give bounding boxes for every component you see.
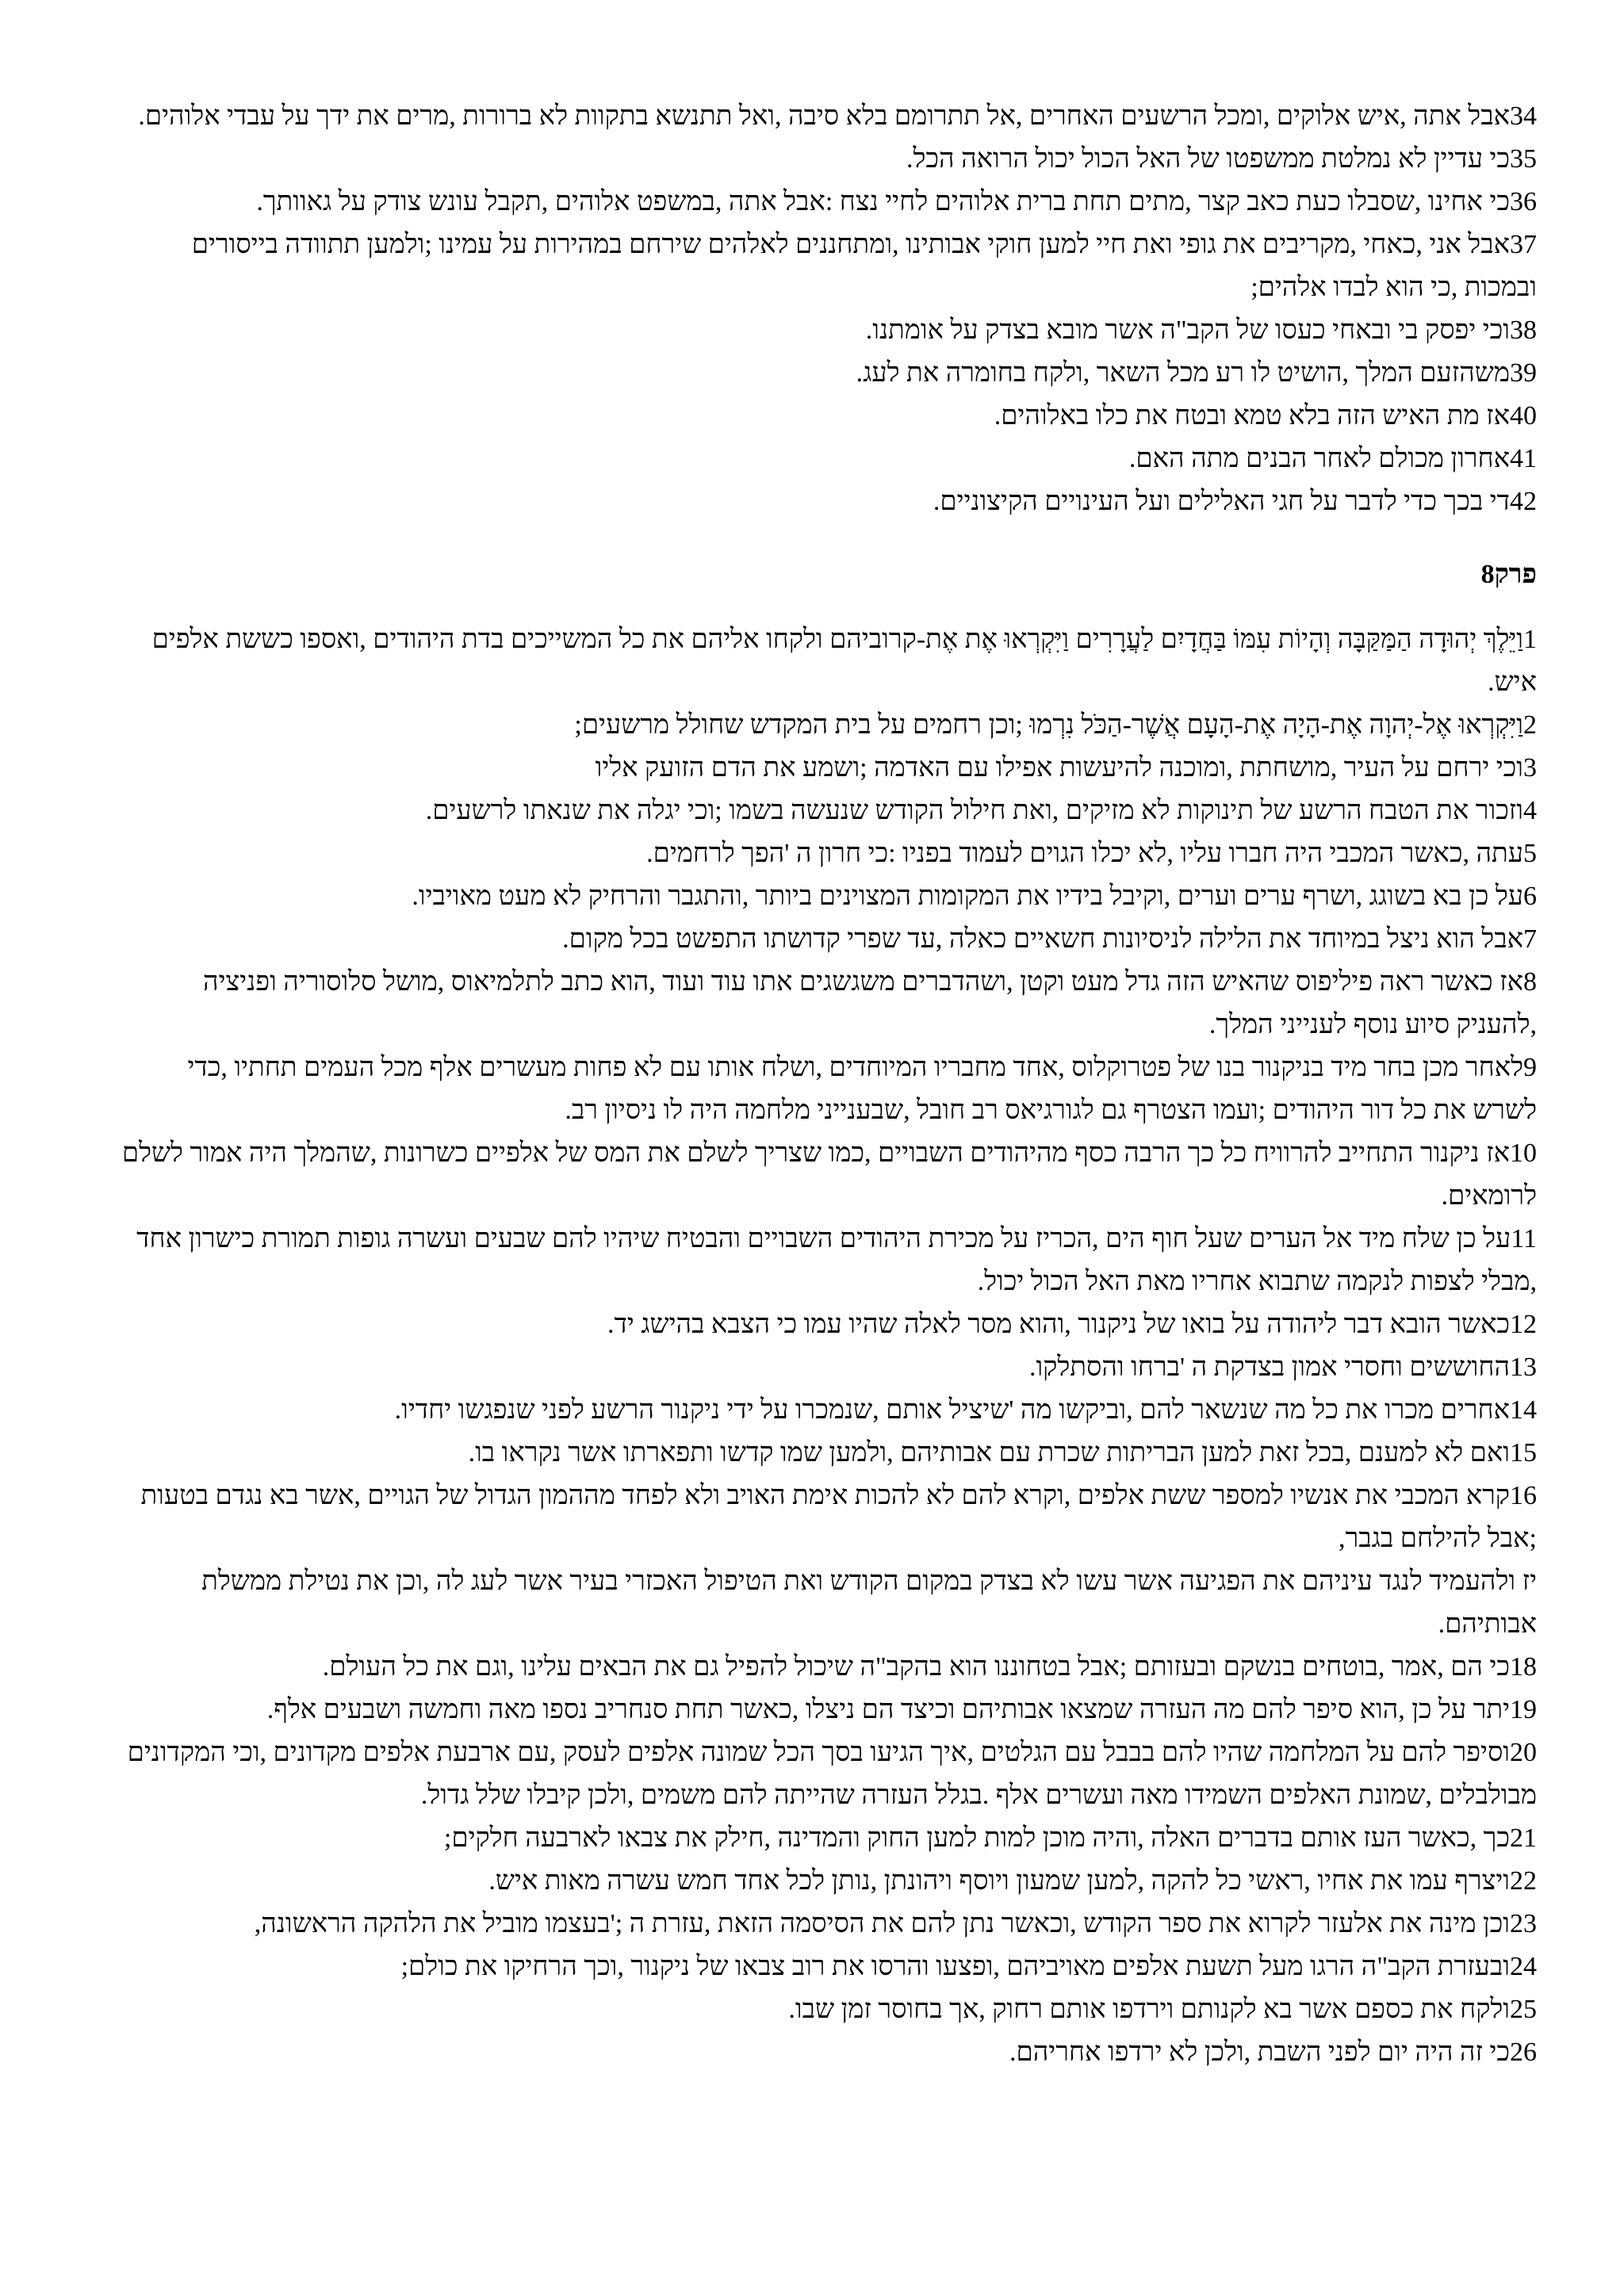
verse-number: 10 bbox=[1510, 1138, 1537, 1168]
verse bbox=[119, 1346, 1537, 1389]
verse bbox=[119, 1689, 1537, 1732]
verse bbox=[119, 1432, 1537, 1475]
verse bbox=[119, 704, 1537, 747]
verse bbox=[119, 1732, 1537, 1817]
verse-text: וכי יפסק בי ובאחי כעסו של הקב"ה אשר מובא בצדק על אומתנו. bbox=[865, 316, 1510, 345]
verse-text: כי אחינו ,שסבלו כעת כאב קצר ,מתים תחת ברית אלוהים לחיי נצח :אבל אתה ,במשפט אלוהים ,תקבל עונש צודק על גאוותך. bbox=[256, 187, 1510, 216]
verse-number: 26 bbox=[1510, 2038, 1537, 2067]
verse-text: וַיִּקְרְאוּ אֶל-יְהוָה אֶת-הָיָה אֶת-הָעָם אֲשֶׁר-הַכֹּל נִרְמוּ ;וכן רחמים על בית המקדש שחולל מרשעים; bbox=[574, 710, 1523, 740]
verses-chapter7-end bbox=[119, 95, 1537, 523]
verse-number: 3 bbox=[1523, 753, 1537, 783]
verse bbox=[119, 1132, 1537, 1218]
verse-number: 13 bbox=[1510, 1353, 1537, 1382]
verse-number: 22 bbox=[1510, 1866, 1537, 1896]
verse-text: עתה ,כאשר המכבי היה חברו עליו ,לא יכלו הגוים לעמוד בפניו :כי חרון ה 'הפך לרחמים. bbox=[646, 839, 1523, 868]
verse-number: 19 bbox=[1510, 1695, 1537, 1724]
verse bbox=[119, 480, 1537, 523]
verse-text: על כן בא בשוגג ,ושרף ערים וערים ,וקיבל בידיו את המקומות המצוינים ביותר ,והתגבר והרחיק לא מעט מאויביו. bbox=[412, 882, 1523, 911]
verse-text: ואם לא למענם ,בכל זאת למען הבריתות שכרת עם אבותיהם ,ולמען שמו קדשו ותפארתו אשר נקראו בו. bbox=[468, 1438, 1510, 1468]
verse-number: 39 bbox=[1510, 358, 1537, 388]
verse bbox=[119, 2031, 1537, 2074]
verse-number: 34 bbox=[1510, 101, 1537, 131]
verse-text: ולקח את כספם אשר בא לקנותם וירדפו אותם רחוק ,אך בחוסר זמן שבו. bbox=[788, 1995, 1510, 2024]
verse bbox=[119, 1946, 1537, 1988]
verse-number: 16 bbox=[1510, 1481, 1537, 1510]
verse-number: 14 bbox=[1510, 1395, 1537, 1425]
verse-text: וַיֵּלֶךְ יְהוּדָה הַמַּקַּבָּה וְהָיוֹת עִמּוֹ בַּחֲדָיִם לַעֲרָרִים וַיִּקְרְאוּ אֶת אֶת-קרוביהם ולקחו אליהם את כל המשייכים בדת היהודים ,ואספו כששת אלפים איש. bbox=[151, 625, 1537, 697]
verse bbox=[119, 1218, 1537, 1303]
verse-text: אחרים מכרו את כל מה שנשאר להם ,וביקשו מה 'שיציל אותם ,שנמכרו על ידי ניקנור הרשע לפני שנפגשו יחדיו. bbox=[394, 1395, 1510, 1425]
verse-number: 20 bbox=[1510, 1738, 1537, 1767]
verse-text: החוששים וחסרי אמון בצדקת ה 'ברחו והסתלקו. bbox=[1028, 1353, 1510, 1382]
verse-number: 42 bbox=[1510, 487, 1537, 516]
verses-chapter8 bbox=[119, 618, 1537, 2074]
verse-number: 9 bbox=[1523, 1053, 1537, 1082]
verse-text: יתר על כן ,הוא סיפר להם מה העזרה שמצאו אבותיהם וכיצד הם ניצלו ,כאשר תחת סנחריב נספו מאה וחמשה ושבעים אלף. bbox=[266, 1695, 1510, 1724]
verse-text: כי עדיין לא נמלטת ממשפטו של האל הכול יכול הרואה הכל. bbox=[906, 144, 1510, 174]
verse-number: 25 bbox=[1510, 1995, 1537, 2024]
verse-number: 8 bbox=[1523, 967, 1537, 997]
verse bbox=[119, 352, 1537, 395]
verse bbox=[119, 1860, 1537, 1903]
verse-number: 21 bbox=[1510, 1823, 1537, 1853]
verse-number: 11 bbox=[1511, 1224, 1537, 1253]
verse bbox=[119, 395, 1537, 438]
verse bbox=[119, 1646, 1537, 1689]
verse-text: אבל אני ,כאחי ,מקריבים את גופי ואת חיי למען חוקי אבותינו ,ומתחננים לאלהים שירחם במהירות על עמינו ;ולמען תתוודה בייסורים ובמכות ,כי הוא לבדו אלהים; bbox=[191, 230, 1537, 302]
verse-text: כך ,כאשר העז אותם בדברים האלה ,והיה מוכן למות למען החוק והמדינה ,חילק את צבאו לארבעה חלקים; bbox=[443, 1823, 1510, 1853]
verse-text: אבל אתה ,איש אלוקים ,ומכל הרשעים האחרים ,אל תתרומם בלא סיבה ,ואל תתנשא בתקוות לא ברורות ,מרים את ידך על עבדי אלוהים. bbox=[138, 101, 1510, 131]
verse-text: כי זה היה יום לפני השבת ,ולכן לא ירדפו אחריהם. bbox=[1009, 2038, 1510, 2067]
verse bbox=[119, 747, 1537, 790]
verse-number: 36 bbox=[1510, 187, 1537, 216]
verse-text: וסיפר להם על המלחמה שהיו להם בבבל עם הגלטים ,איך הגיעו בסך הכל שמונה אלפים לעסק ,עם ארבעת אלפים מקדונים ,וכי המקדונים מבולבלים ,שמונת האלפים השמידו מאה ועשרים אלף .בגלל העזרה שהייתה להם משמים ,ולכן קיבלו שלל גדול. bbox=[127, 1738, 1537, 1810]
verse-number: 35 bbox=[1510, 144, 1537, 174]
verse-text: יז ולהעמיד לנגד עיניהם את הפגיעה אשר עשו לא בצדק במקום הקודש ואת הטיפול האכזרי בעיר אשר לעג לה ,וכן את נטילת ממשלת אבותיהם. bbox=[201, 1567, 1537, 1639]
verse bbox=[119, 138, 1537, 181]
chapter-title: פרק8 bbox=[1480, 560, 1537, 589]
verse bbox=[119, 95, 1537, 138]
verse bbox=[119, 790, 1537, 832]
verse bbox=[119, 309, 1537, 352]
verse-number: 40 bbox=[1510, 401, 1537, 430]
verse-number: 6 bbox=[1523, 882, 1537, 911]
verse bbox=[119, 1389, 1537, 1432]
verse bbox=[119, 832, 1537, 875]
verse-text: וכי ירחם על העיר ,מושחתת ,ומוכנה להיעשות אפילו עם האדמה ;ושמע את הדם הזועק אליו bbox=[595, 753, 1523, 783]
verse-text: וזכור את הטבח הרשע של תינוקות לא מזיקים ,ואת חילול הקודש שנעשה בשמו ;וכי יגלה את שנאתו לרשעים. bbox=[425, 796, 1523, 825]
verse-number: 2 bbox=[1523, 710, 1537, 740]
verse-text: לאחר מכן בחר מיד בניקנור בנו של פטרוקלוס ,אחד מחבריו המיוחדים ,ושלח אותו עם לא פחות מעשרים אלף מכל העמים תחתיו ,כדי לשרש את כל דור היהודים ;ועמו הצטרף גם לגורגיאס רב חובל ,שבענייני מלחמה היה לו ניסיון רב. bbox=[187, 1053, 1537, 1125]
verse-text: וכן מינה את אלעזר לקרוא את ספר הקודש ,וכאשר נתן להם את הסיסמה הזאת ,עזרת ה ;'בעצמו מוביל את הלהקה הראשונה, bbox=[254, 1909, 1510, 1938]
verse-text: על כן שלח מיד אל הערים שעל חוף הים ,הכריז על מכירת היהודים השבויים והבטיח שיהיו להם שבעים ועשרה גופות תמורת כישרון אחד ,מבלי לצפות לנקמה שתבוא אחריו מאת האל הכול יכול. bbox=[136, 1224, 1537, 1296]
verse bbox=[119, 875, 1537, 918]
verse bbox=[119, 1303, 1537, 1346]
verse-text: משהזעם המלך ,הושיט לו רע מכל השאר ,ולקח בחומרה את לעג. bbox=[856, 358, 1510, 388]
verse-number: 23 bbox=[1510, 1909, 1537, 1938]
verse-number: 7 bbox=[1523, 924, 1537, 954]
verse-text: אבל הוא ניצל במיוחד את הלילה לניסיונות חשאיים כאלה ,עד שפרי קדושתו התפשט בכל מקום. bbox=[562, 924, 1523, 954]
verse-text: כאשר הובא דבר ליהודה על בואו של ניקנור ,והוא מסר לאלה שהיו עמו כי הצבא בהישג יד. bbox=[607, 1310, 1510, 1339]
verse-number: 15 bbox=[1510, 1438, 1537, 1468]
verse-text: אז כאשר ראה פיליפוס שהאיש הזה גדל מעט וקטן ,ושהדברים משגשגים אתו עוד ועוד ,הוא כתב לתלמיאוס ,מושל סלוסוריה ופניציה ,להעניק סיוע נוסף לענייני המלך. bbox=[203, 967, 1537, 1039]
verse-number: 5 bbox=[1523, 839, 1537, 868]
verse bbox=[119, 438, 1537, 480]
verse bbox=[119, 1475, 1537, 1560]
verse bbox=[119, 918, 1537, 961]
verse-number: 37 bbox=[1510, 230, 1537, 259]
verse bbox=[119, 1047, 1537, 1132]
verse bbox=[119, 181, 1537, 224]
verse-number: 41 bbox=[1510, 444, 1537, 473]
verse-text: אחרון מכולם לאחר הבנים מתה האם. bbox=[1128, 444, 1510, 473]
verse-number: 4 bbox=[1523, 796, 1537, 825]
verse-text: ובעזרת הקב"ה הרגו מעל תשעת אלפים מאויביהם ,ופצעו והרסו את רוב צבאו של ניקנור ,וכך הרחיקו את כולם; bbox=[400, 1952, 1510, 1981]
verse-text: אז ניקנור התחייב להרוויח כל כך הרבה כסף מהיהודים השבויים ,כמו שצריך לשלם את המס של אלפיים כשרונות ,שהמלך היה אמור לשלם לרומאים. bbox=[121, 1138, 1537, 1211]
verse-number: 18 bbox=[1510, 1652, 1537, 1682]
verse-text: ויצרף עמו את אחיו ,ראשי כל להקה ,למען שמעון ויוסף ויהונתן ,נותן לכל אחד חמש עשרה מאות איש. bbox=[488, 1866, 1510, 1896]
verse-number: 12 bbox=[1510, 1310, 1537, 1339]
verse bbox=[119, 1560, 1537, 1646]
verse bbox=[119, 1817, 1537, 1860]
verse-text: די בכך כדי לדבר על חגי האלילים ועל העינויים הקיצוניים. bbox=[933, 487, 1510, 516]
verse-text: אז מת האיש הזה בלא טמא ובטח את כלו באלוהים. bbox=[994, 401, 1510, 430]
document-page bbox=[119, 95, 1537, 2074]
verse-text: כי הם ,אמר ,בוטחים בנשקם ובעזותם ;אבל בטחוננו הוא בהקב"ה שיכול להפיל גם את הבאים עלינו ,וגם את כל העולם. bbox=[322, 1652, 1510, 1682]
verse-number: 24 bbox=[1510, 1952, 1537, 1981]
verse bbox=[119, 618, 1537, 704]
verse bbox=[119, 1988, 1537, 2031]
verse bbox=[119, 224, 1537, 309]
verse bbox=[119, 1903, 1537, 1946]
verse-number: 1 bbox=[1523, 625, 1537, 654]
verse bbox=[119, 961, 1537, 1047]
verse-number: 38 bbox=[1510, 316, 1537, 345]
verse-text: קרא המכבי את אנשיו למספר ששת אלפים ,וקרא להם לא להכות אימת האויב ולא לפחד מההמון הגדול של הגויים ,אשר בא נגדם בטעות ;אבל להילחם בגבר, bbox=[140, 1481, 1537, 1553]
